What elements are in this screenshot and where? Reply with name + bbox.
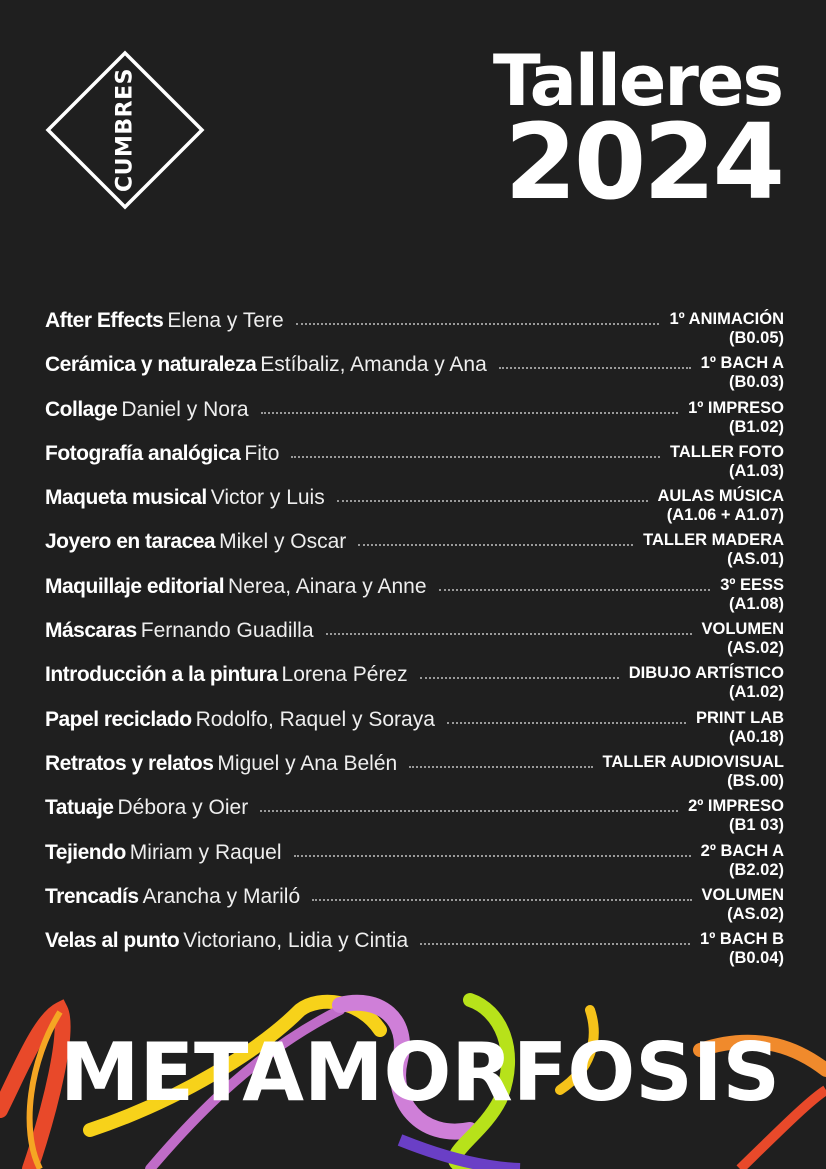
workshop-location <box>670 442 784 481</box>
workshop-row <box>45 752 784 796</box>
room-code: (AS.01) <box>727 550 784 569</box>
workshop-location <box>643 530 784 569</box>
room-name: 3º EESS <box>720 575 784 594</box>
workshop-location <box>700 929 784 968</box>
workshop-row <box>45 929 784 973</box>
workshop-teachers: Daniel y Nora <box>121 397 249 421</box>
room-name: 1º BACH A <box>700 354 784 373</box>
workshop-row <box>45 442 784 486</box>
title-year: 2024 <box>504 101 782 223</box>
room-name: AULAS MÚSICA <box>657 487 784 506</box>
workshop-row <box>45 530 784 574</box>
room-code: (B0.03) <box>728 373 784 392</box>
workshop-row <box>45 575 784 619</box>
dot-leader <box>420 943 690 945</box>
workshop-entry <box>45 619 314 643</box>
workshop-teachers: Lorena Pérez <box>281 663 408 687</box>
workshop-teachers: Débora y Oier <box>117 796 249 820</box>
workshop-teachers: Victor y Luis <box>210 486 325 510</box>
room-name: 1º ANIMACIÓN <box>669 310 784 328</box>
room-name: VOLUMEN <box>701 885 784 904</box>
room-code: (A0.18) <box>728 727 784 746</box>
workshop-row <box>45 619 784 663</box>
workshop-entry <box>45 752 397 776</box>
dot-leader <box>326 633 692 635</box>
workshop-teachers: Arancha y Mariló <box>142 884 301 908</box>
workshop-teachers: Fernando Guadilla <box>140 619 314 643</box>
room-code: (B1.02) <box>728 417 784 436</box>
room-name: TALLER MADERA <box>643 531 784 550</box>
workshop-row <box>45 309 784 353</box>
room-name: 1º BACH B <box>700 930 784 949</box>
workshop-name: Maqueta musical <box>45 486 207 510</box>
dot-leader <box>294 855 691 857</box>
workshop-row <box>45 353 784 397</box>
workshop-teachers: Miriam y Raquel <box>129 840 282 864</box>
workshop-name: Retratos y relatos <box>45 751 214 775</box>
workshop-name: Máscaras <box>45 619 137 643</box>
workshop-location <box>702 885 785 924</box>
dot-leader <box>260 810 678 812</box>
dot-leader <box>358 544 633 546</box>
room-code: (A1.06 + A1.07) <box>666 506 784 525</box>
workshop-location <box>603 752 785 791</box>
workshop-entry <box>45 398 249 422</box>
title-talleres: Talleres <box>492 40 782 122</box>
workshop-name: Tejiendo <box>45 840 126 864</box>
dot-leader <box>447 722 686 724</box>
metamorfosis-wordmark: METAMORFOSIS <box>60 1026 780 1119</box>
workshop-teachers: Elena y Tere <box>167 309 284 332</box>
workshop-entry <box>45 885 300 909</box>
workshop-name: Velas al punto <box>45 929 180 953</box>
workshop-name: Introducción a la pintura <box>45 663 278 687</box>
room-name: VOLUMEN <box>701 620 784 639</box>
room-name: 1º IMPRESO <box>688 398 784 417</box>
workshop-location <box>688 796 784 835</box>
workshop-location <box>658 486 785 525</box>
room-code: (AS.02) <box>727 904 784 923</box>
workshop-teachers: Nerea, Ainara y Anne <box>228 574 427 598</box>
workshop-location <box>702 619 785 658</box>
workshop-entry <box>45 442 279 466</box>
workshop-entry <box>45 309 284 333</box>
workshop-entry <box>45 841 282 865</box>
workshop-entry <box>45 530 346 554</box>
workshop-row <box>45 398 784 442</box>
room-name: 2º BACH A <box>700 841 784 860</box>
workshop-entry <box>45 796 248 820</box>
workshop-teachers: Victoriano, Lidia y Cintia <box>183 929 409 953</box>
workshop-teachers: Fito <box>244 441 280 465</box>
logo-text: CUMBRES <box>112 68 138 192</box>
room-name: 2º IMPRESO <box>688 797 784 816</box>
workshop-location <box>720 575 784 614</box>
cumbres-logo-icon <box>45 50 205 210</box>
workshop-teachers: Rodolfo, Raquel y Soraya <box>195 707 435 731</box>
workshop-row <box>45 841 784 885</box>
workshop-location <box>688 398 784 437</box>
room-name: DIBUJO ARTÍSTICO <box>628 664 784 683</box>
dot-leader <box>409 766 592 768</box>
workshop-teachers: Mikel y Oscar <box>219 530 347 554</box>
workshop-teachers: Miguel y Ana Belén <box>217 751 398 775</box>
workshop-entry <box>45 353 487 377</box>
workshop-row <box>45 885 784 929</box>
room-name: PRINT LAB <box>696 708 784 727</box>
workshop-name: After Effects <box>45 309 164 332</box>
workshop-name: Joyero en taracea <box>45 530 216 554</box>
workshop-entry <box>45 708 435 732</box>
workshop-teachers: Estíbaliz, Amanda y Ana <box>260 353 487 377</box>
workshop-location <box>701 353 784 392</box>
room-code: (BS.00) <box>727 771 784 790</box>
dot-leader <box>291 456 660 458</box>
workshop-row <box>45 708 784 752</box>
workshop-entry <box>45 486 325 510</box>
workshop-location <box>701 841 784 880</box>
room-code: (A1.02) <box>728 683 784 702</box>
workshop-list <box>45 309 784 973</box>
workshop-location <box>629 663 784 702</box>
room-code: (A1.08) <box>728 594 784 613</box>
dot-leader <box>312 899 691 901</box>
workshop-location <box>696 708 784 747</box>
room-code: (B1 03) <box>728 816 784 835</box>
dot-leader <box>420 677 619 679</box>
workshop-name: Maquillaje editorial <box>45 574 225 598</box>
workshop-name: Collage <box>45 397 118 421</box>
workshop-name: Fotografía analógica <box>45 441 241 465</box>
workshop-row <box>45 663 784 707</box>
dot-leader <box>337 500 648 502</box>
room-name: TALLER FOTO <box>670 442 784 461</box>
workshop-name: Cerámica y naturaleza <box>45 353 257 377</box>
room-code: (B2.02) <box>728 860 784 879</box>
workshop-entry <box>45 663 408 687</box>
workshop-row <box>45 486 784 530</box>
workshop-entry <box>45 575 427 599</box>
workshop-name: Tatuaje <box>45 796 114 820</box>
workshop-row <box>45 796 784 840</box>
dot-leader <box>261 412 679 414</box>
room-code: (AS.02) <box>727 639 784 658</box>
dot-leader <box>499 367 691 369</box>
metamorfosis-banner <box>0 990 826 1169</box>
dot-leader <box>296 323 660 325</box>
workshop-name: Papel reciclado <box>45 707 192 731</box>
workshop-location <box>669 309 784 348</box>
workshop-entry <box>45 929 408 953</box>
dot-leader <box>439 589 711 591</box>
room-code: (A1.03) <box>728 461 784 480</box>
room-name: TALLER AUDIOVISUAL <box>602 752 784 771</box>
workshop-name: Trencadís <box>45 884 139 908</box>
room-code: (B0.05) <box>728 329 784 347</box>
room-code: (B0.04) <box>728 949 784 968</box>
